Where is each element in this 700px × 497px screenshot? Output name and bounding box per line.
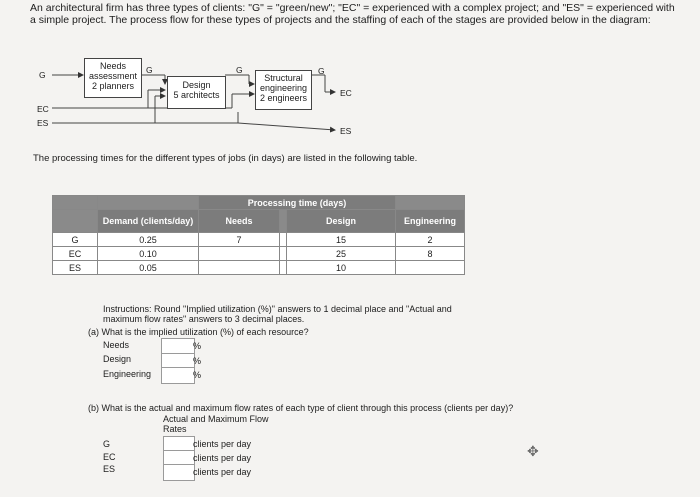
needs-es: [199, 261, 280, 275]
demand-g: 0.25: [98, 233, 199, 247]
table-row: [53, 233, 465, 247]
table-row: [53, 247, 465, 261]
engineering-unit: %: [193, 370, 202, 380]
table-row-header-blank: [53, 210, 98, 233]
ec-flow-unit: clients per day: [193, 453, 252, 463]
design-header: Design: [287, 210, 396, 233]
engineering-header: Engineering: [396, 210, 465, 233]
table-spacer: [280, 210, 287, 233]
flow-label-es-in: ES: [37, 118, 49, 128]
needs-label: Needs: [103, 340, 130, 350]
flow-label-es-out: ES: [340, 126, 352, 136]
es-flow-rate-input[interactable]: [163, 464, 195, 481]
stage-structural-line1: Structural: [264, 73, 303, 83]
engineering-es: [396, 261, 465, 275]
row-label-g: G: [53, 233, 98, 247]
flow-label-g-2: G: [236, 65, 243, 75]
flow-label-g-in: G: [39, 70, 46, 80]
table-blank-header: [98, 196, 199, 210]
intro-text: An architectural firm has three types of clients: "G" = "green/new"; "EC" = experienced with a complex project; and "ES" = experienced with a simple project. The process flow for these types of projects and the staffing of each of the stages are provided below in the diagram:: [30, 2, 675, 26]
needs-header: Needs: [199, 210, 280, 233]
plus-move-icon[interactable]: ✥: [527, 443, 539, 459]
stage-needs-line1: Needs: [99, 61, 126, 71]
row-label-es: ES: [53, 261, 98, 275]
spacer-g: [280, 233, 287, 247]
spacer-ec: [280, 247, 287, 261]
flow-rates-header-2: Rates: [163, 424, 187, 434]
needs-g: 7: [199, 233, 280, 247]
demand-es: 0.05: [98, 261, 199, 275]
demand-header: Demand (clients/day): [98, 210, 199, 233]
processing-note: The processing times for the different types of jobs (in days) are listed in the following table.: [33, 153, 418, 164]
needs-ec: [199, 247, 280, 261]
flow-label-es: ES: [103, 464, 116, 474]
needs-unit: %: [193, 341, 202, 351]
table-blank-header-2: [396, 196, 465, 210]
stage-needs-line2: assessment: [88, 71, 138, 81]
spacer-es: [280, 261, 287, 275]
stage-design-line2: 5 architects: [173, 90, 220, 100]
instructions: Instructions: Round "Implied utilization (%)" answers to 1 decimal place and "Actual and maximum flow rates" answers to 3 decimal places.: [103, 304, 452, 324]
design-unit: %: [193, 356, 202, 366]
part-b-question: (b) What is the actual and maximum flow rates of each type of client through this process (clients per day)?: [88, 403, 514, 413]
demand-ec: 0.10: [98, 247, 199, 261]
engineering-utilization-input[interactable]: [161, 367, 195, 384]
stage-needs-line3: 2 planners: [91, 81, 135, 91]
design-label: Design: [103, 354, 132, 364]
stage-structural-line2: engineering: [259, 83, 308, 93]
part-a-question: (a) What is the implied utilization (%) of each resource?: [88, 327, 309, 337]
flow-label-ec-out: EC: [340, 88, 352, 98]
row-label-ec: EC: [53, 247, 98, 261]
engineering-ec: 8: [396, 247, 465, 261]
design-g: 15: [287, 233, 396, 247]
flow-label-g-3: G: [318, 66, 325, 76]
engineering-g: 2: [396, 233, 465, 247]
stage-needs-assessment: [84, 58, 142, 98]
processing-time-header: Processing time (days): [199, 196, 396, 210]
flow-label-ec: EC: [103, 452, 116, 462]
table-corner: [53, 196, 98, 210]
flow-label-ec-in: EC: [37, 104, 49, 114]
processing-table: [52, 195, 465, 275]
design-es: 10: [287, 261, 396, 275]
flow-label-g: G: [103, 439, 111, 449]
g-flow-unit: clients per day: [193, 439, 252, 449]
design-ec: 25: [287, 247, 396, 261]
flow-label-g-1: G: [146, 65, 153, 75]
stage-structural-line3: 2 engineers: [259, 93, 308, 103]
stage-design: [167, 76, 226, 109]
stage-structural-engineering: [255, 70, 312, 110]
es-flow-unit: clients per day: [193, 467, 252, 477]
stage-design-line1: Design: [182, 80, 211, 90]
table-row: [53, 261, 465, 275]
engineering-label: Engineering: [103, 369, 152, 379]
flow-rates-header-1: Actual and Maximum Flow: [163, 414, 269, 424]
